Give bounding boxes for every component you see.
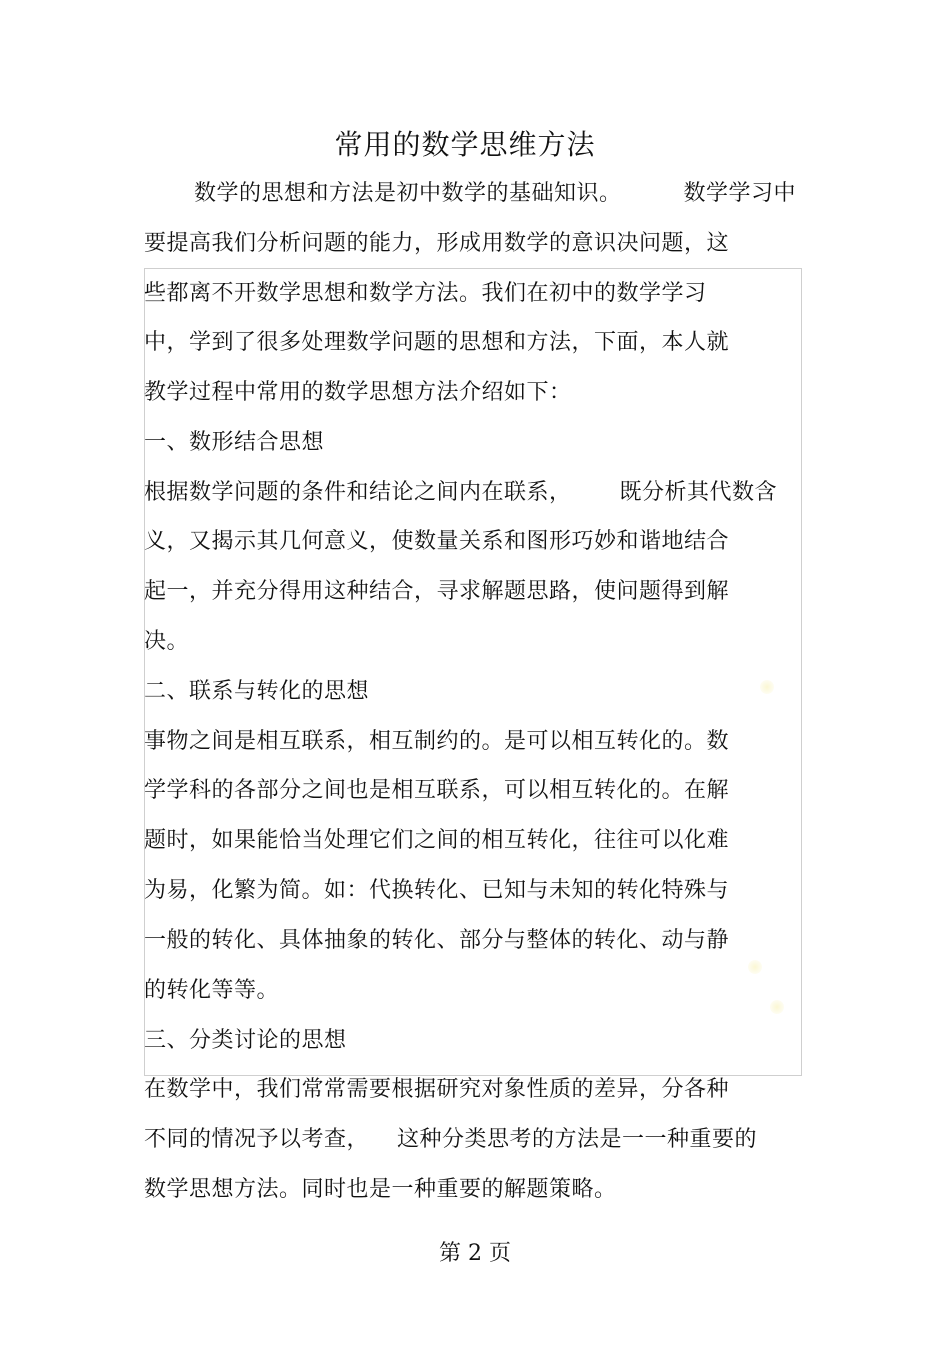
decorative-speck bbox=[760, 680, 774, 694]
paragraph-line: 起一，并充分得用这种结合，寻求解题思路，使问题得到解 bbox=[144, 579, 730, 604]
paragraph-line: 决。 bbox=[144, 629, 190, 654]
decorative-speck bbox=[770, 1000, 784, 1014]
section-heading: 三、分类讨论的思想 bbox=[144, 1028, 347, 1053]
section-heading: 二、联系与转化的思想 bbox=[144, 679, 370, 704]
paragraph-line: 学学科的各部分之间也是相互联系，可以相互转化的。在解 bbox=[144, 778, 730, 803]
paragraph-line: 要提高我们分析问题的能力，形成用数学的意识决问题，这 bbox=[144, 231, 730, 256]
paragraph-line: 根据数学问题的条件和结论之间内在联系， 既分析其代数含 bbox=[144, 480, 778, 505]
paragraph-line: 为易，化繁为简。如：代换转化、已知与未知的转化特殊与 bbox=[144, 878, 730, 903]
paragraph-line: 中，学到了很多处理数学问题的思想和方法，下面，本人就 bbox=[144, 330, 730, 355]
page-number: 第 2 页 bbox=[439, 1241, 511, 1266]
paragraph-line: 的转化等等。 bbox=[144, 978, 280, 1003]
paragraph-line: 在数学中，我们常常需要根据研究对象性质的差异，分各种 bbox=[144, 1077, 730, 1102]
paragraph-line: 不同的情况予以考查， 这种分类思考的方法是一一种重要的 bbox=[144, 1127, 758, 1152]
decorative-speck bbox=[748, 960, 762, 974]
paragraph-line: 义，又揭示其几何意义，使数量关系和图形巧妙和谐地结合 bbox=[144, 529, 730, 554]
paragraph-line: 一般的转化、具体抽象的转化、部分与整体的转化、动与静 bbox=[144, 928, 730, 953]
paragraph-line: 些都离不开数学思想和数学方法。我们在初中的数学学习 bbox=[144, 281, 707, 306]
paragraph-line: 教学过程中常用的数学思想方法介绍如下： bbox=[144, 380, 572, 405]
section-heading: 一、数形结合思想 bbox=[144, 430, 325, 455]
paragraph-line: 题时，如果能恰当处理它们之间的相互转化，往往可以化难 bbox=[144, 828, 730, 853]
page-title: 常用的数学思维方法 bbox=[334, 128, 596, 161]
paragraph-line: 数学思想方法。同时也是一种重要的解题策略。 bbox=[144, 1177, 617, 1202]
paragraph-line: 数学的思想和方法是初中数学的基础知识。 数学学习中 bbox=[194, 181, 797, 206]
paragraph-line: 事物之间是相互联系，相互制约的。是可以相互转化的。数 bbox=[144, 729, 730, 754]
